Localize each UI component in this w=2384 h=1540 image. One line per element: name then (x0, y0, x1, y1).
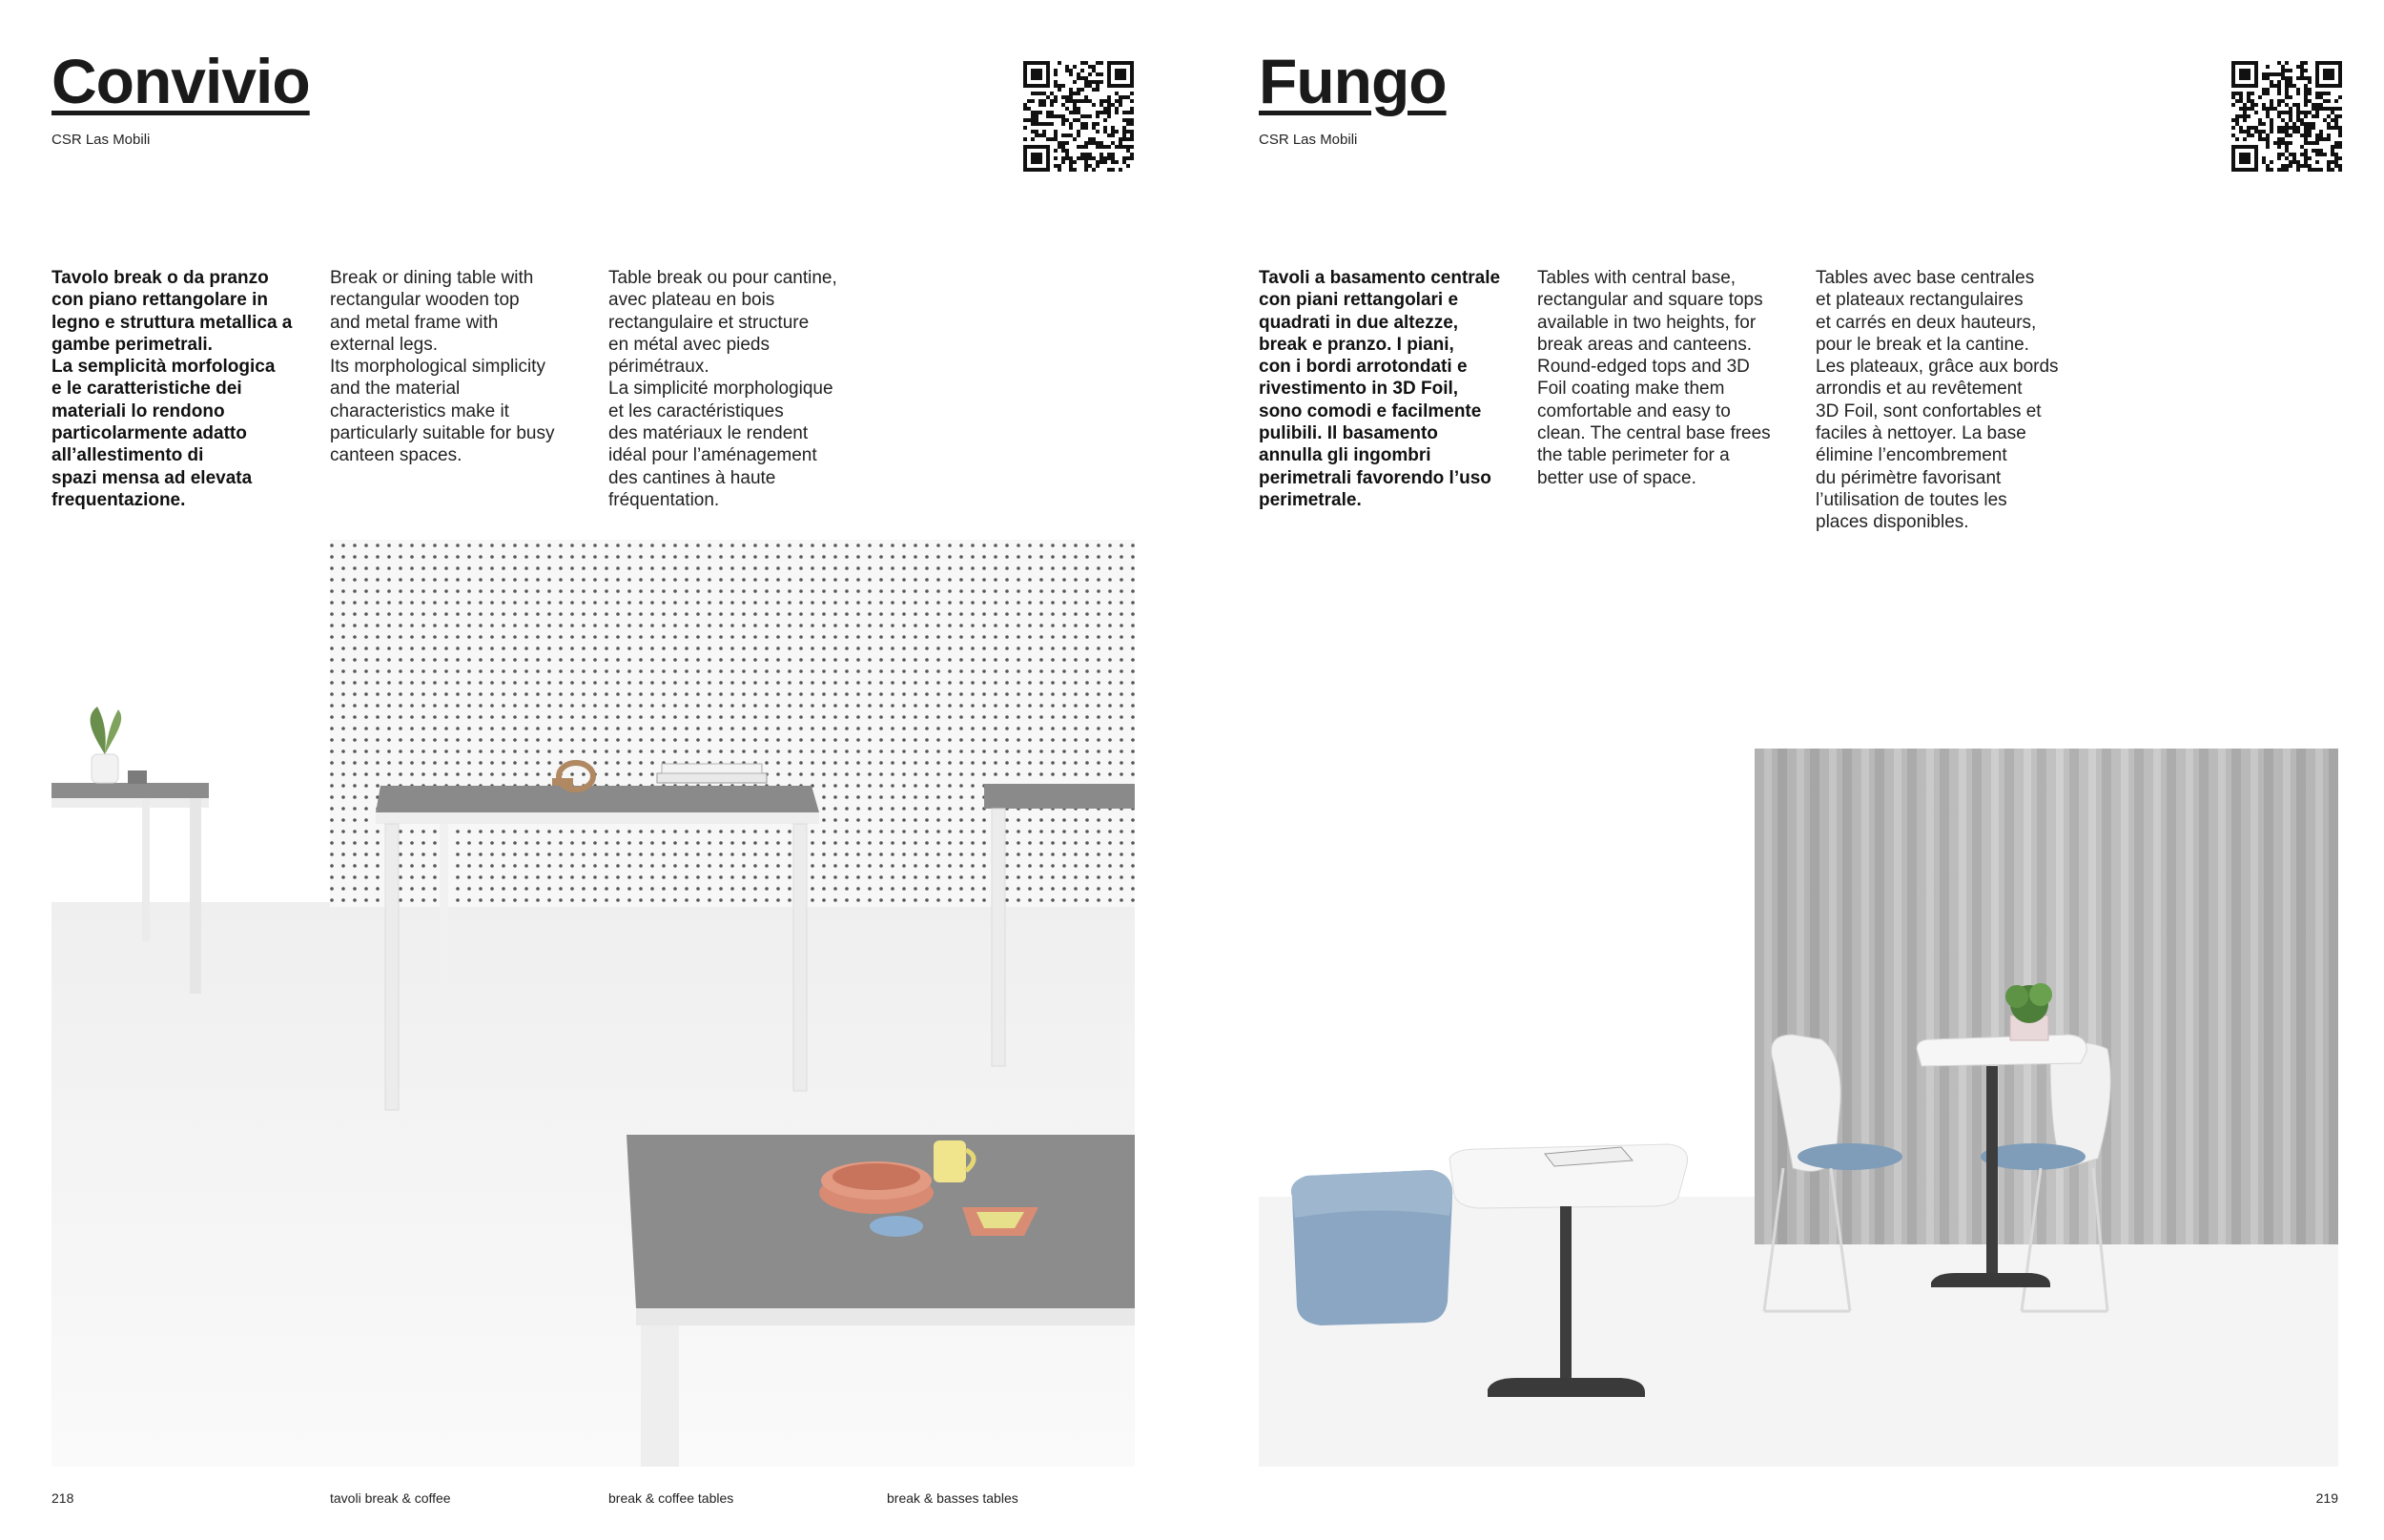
left-product-photo (51, 540, 1135, 1467)
right-product-title: Fungo (1259, 46, 1447, 116)
left-description-english: Break or dining table with rectangular wooden top and metal frame with external legs. Its morphological simplicity and the material characteristics make it particularly suitable for busy canteen spaces. (330, 268, 555, 466)
left-description-italian: Tavolo break o da pranzo con piano rettangolare in legno e struttura metallica a gambe perimetrali. La semplicità morfologica e le caratteristiche dei materiali lo rendono particolarmente adatto all’allestimento di spazi mensa ad elevata frequentazione. (51, 268, 293, 510)
right-description-english: Tables with central base, rectangular and square tops available in two heights, for break areas and canteens. Round-edged tops and 3D Foil coating make them comfortable and easy to clean. The central base frees the table perimeter for a better use of space. (1537, 268, 1771, 488)
qr-code-icon (2231, 61, 2342, 172)
right-description-french: Tables avec base centrales et plateaux rectangulaires et carrés en deux hauteurs, pour le break et la cantine. Les plateaux, grâce aux bords arrondis et au revêtement 3D Foil, sont confortables et faciles à nettoyer. La base élimine l’encombrement du périmètre favorisant l’utilisation de toutes les places disponibles. (1816, 268, 2059, 533)
footer-section-italian: tavoli break & coffee (330, 1490, 451, 1506)
page-number-right: 219 (2315, 1490, 2338, 1506)
left-qr-code[interactable] (1023, 61, 1134, 172)
footer-section-english: break & coffee tables (608, 1490, 734, 1506)
right-description-italian: Tavoli a basamento centrale con piani rettangolari e quadrati in due altezze, break e pranzo. I piani, con i bordi arrotondati e rivestimento in 3D Foil, sono comodi e facilmente pulibili. Il basamento annulla gli ingombri perimetrali favorendo l’uso perimetrale. (1259, 268, 1501, 510)
left-brand-name: CSR Las Mobili (51, 132, 151, 148)
footer-section-french: break & basses tables (887, 1490, 1018, 1506)
right-product-photo (1259, 749, 2338, 1467)
page-number-left: 218 (51, 1490, 74, 1506)
right-qr-code[interactable] (2231, 61, 2342, 172)
right-brand-name: CSR Las Mobili (1259, 132, 1358, 148)
left-product-title: Convivio (51, 46, 310, 116)
qr-code-icon (1023, 61, 1134, 172)
left-description-french: Table break ou pour cantine, avec plateau en bois rectangulaire et structure en métal avec pieds périmétraux. La simplicité morphologique et les caractéristiques des matériaux le rendent idéal pour l’aménagement des cantines à haute fréquentation. (608, 268, 837, 510)
